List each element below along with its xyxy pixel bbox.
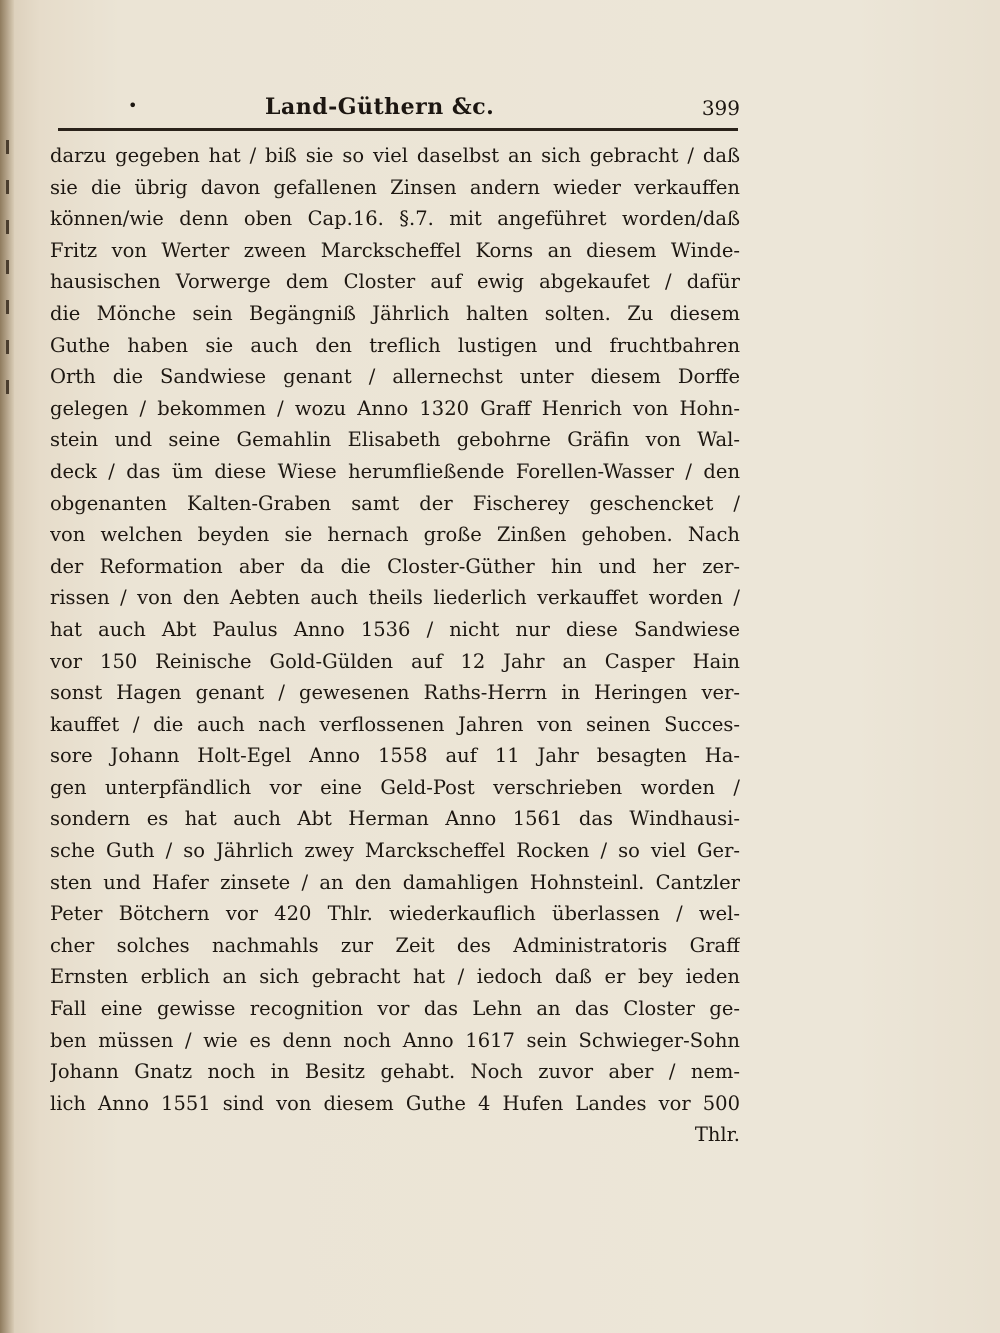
text-line: cher solches nachmahls zur Zeit des Administratoris Graff — [50, 933, 740, 957]
text-line: sten und Hafer zinsete / an den damahligen Hohnsteinl. Cantzler — [50, 870, 740, 894]
text-line: sondern es hat auch Abt Herman Anno 1561 das Windhausi- — [50, 807, 740, 831]
text-line: gen unterpfändlich vor eine Geld-Post verschrieben worden / — [50, 775, 740, 799]
text-line: hat auch Abt Paulus Anno 1536 / nicht nur diese Sandwiese — [50, 617, 740, 641]
text-line: hausischen Vorwerge dem Closter auf ewig abgekaufet / dafür — [50, 270, 740, 294]
text-line: Fritz von Werter zween Marckscheffel Korns an diesem Winde- — [50, 238, 740, 262]
text-line-catchword: Thlr. — [694, 1123, 740, 1147]
running-header — [60, 92, 740, 132]
text-line: Ernsten erblich an sich gebracht hat / iedoch daß er bey ieden — [50, 965, 740, 989]
text-line: deck / das üm diese Wiese herumfließende Forellen-Wasser / den — [50, 459, 740, 483]
text-line: Fall eine gewisse recognition vor das Lehn an das Closter ge- — [50, 997, 740, 1021]
text-line: vor 150 Reinische Gold-Gülden auf 12 Jahr an Casper Hain — [50, 649, 740, 673]
text-line: die Mönche sein Begängniß Jährlich halten solten. Zu diesem — [50, 301, 740, 325]
text-line: obgenanten Kalten-Graben samt der Fischerey geschencket / — [50, 491, 740, 515]
text-line: von welchen beyden sie hernach große Zinßen gehoben. Nach — [50, 523, 740, 547]
running-title: Land-Güthern &c. — [265, 94, 495, 120]
text-line: können/wie denn oben Cap.16. §.7. mit angeführet worden/daß — [50, 207, 740, 231]
text-line: sie die übrig davon gefallenen Zinsen andern wieder verkauffen — [50, 175, 740, 199]
text-line: sore Johann Holt-Egel Anno 1558 auf 11 Jahr besagten Ha- — [50, 744, 740, 768]
text-line: lich Anno 1551 sind von diesem Guthe 4 Hufen Landes vor 500 — [50, 1091, 740, 1115]
text-line: kauffet / die auch nach verflossenen Jahren von seinen Succes- — [50, 712, 740, 736]
text-line: Peter Bötchern vor 420 Thlr. wiederkauflich überlassen / wel- — [50, 902, 740, 926]
margin-marks — [0, 140, 16, 440]
header-rule — [58, 128, 738, 131]
text-line: Orth die Sandwiese genant / allernechst unter diesem Dorffe — [50, 365, 740, 389]
text-line: Johann Gnatz noch in Besitz gehabt. Noch zuvor aber / nem- — [50, 1060, 740, 1084]
text-line: Guthe haben sie auch den treflich lustigen und fruchtbahren — [50, 333, 740, 357]
text-line: sche Guth / so Jährlich zwey Marckscheffel Rocken / so viel Ger- — [50, 839, 740, 863]
text-line: stein und seine Gemahlin Elisabeth gebohrne Gräfin von Wal- — [50, 428, 740, 452]
header-ornament: • — [128, 96, 138, 115]
text-line: ben müssen / wie es denn noch Anno 1617 sein Schwieger-Sohn — [50, 1028, 740, 1052]
text-line: rissen / von den Aebten auch theils liederlich verkauffet worden / — [50, 586, 740, 610]
text-line: der Reformation aber da die Closter-Güther hin und her zer- — [50, 554, 740, 578]
body-text — [50, 140, 740, 1180]
page-number: 399 — [701, 96, 740, 120]
text-line: darzu gegeben hat / biß sie so viel daselbst an sich gebracht / daß — [50, 144, 740, 167]
text-line: sonst Hagen genant / gewesenen Raths-Herrn in Heringen ver- — [50, 681, 740, 705]
text-line: gelegen / bekommen / wozu Anno 1320 Graff Henrich von Hohn- — [50, 396, 740, 420]
